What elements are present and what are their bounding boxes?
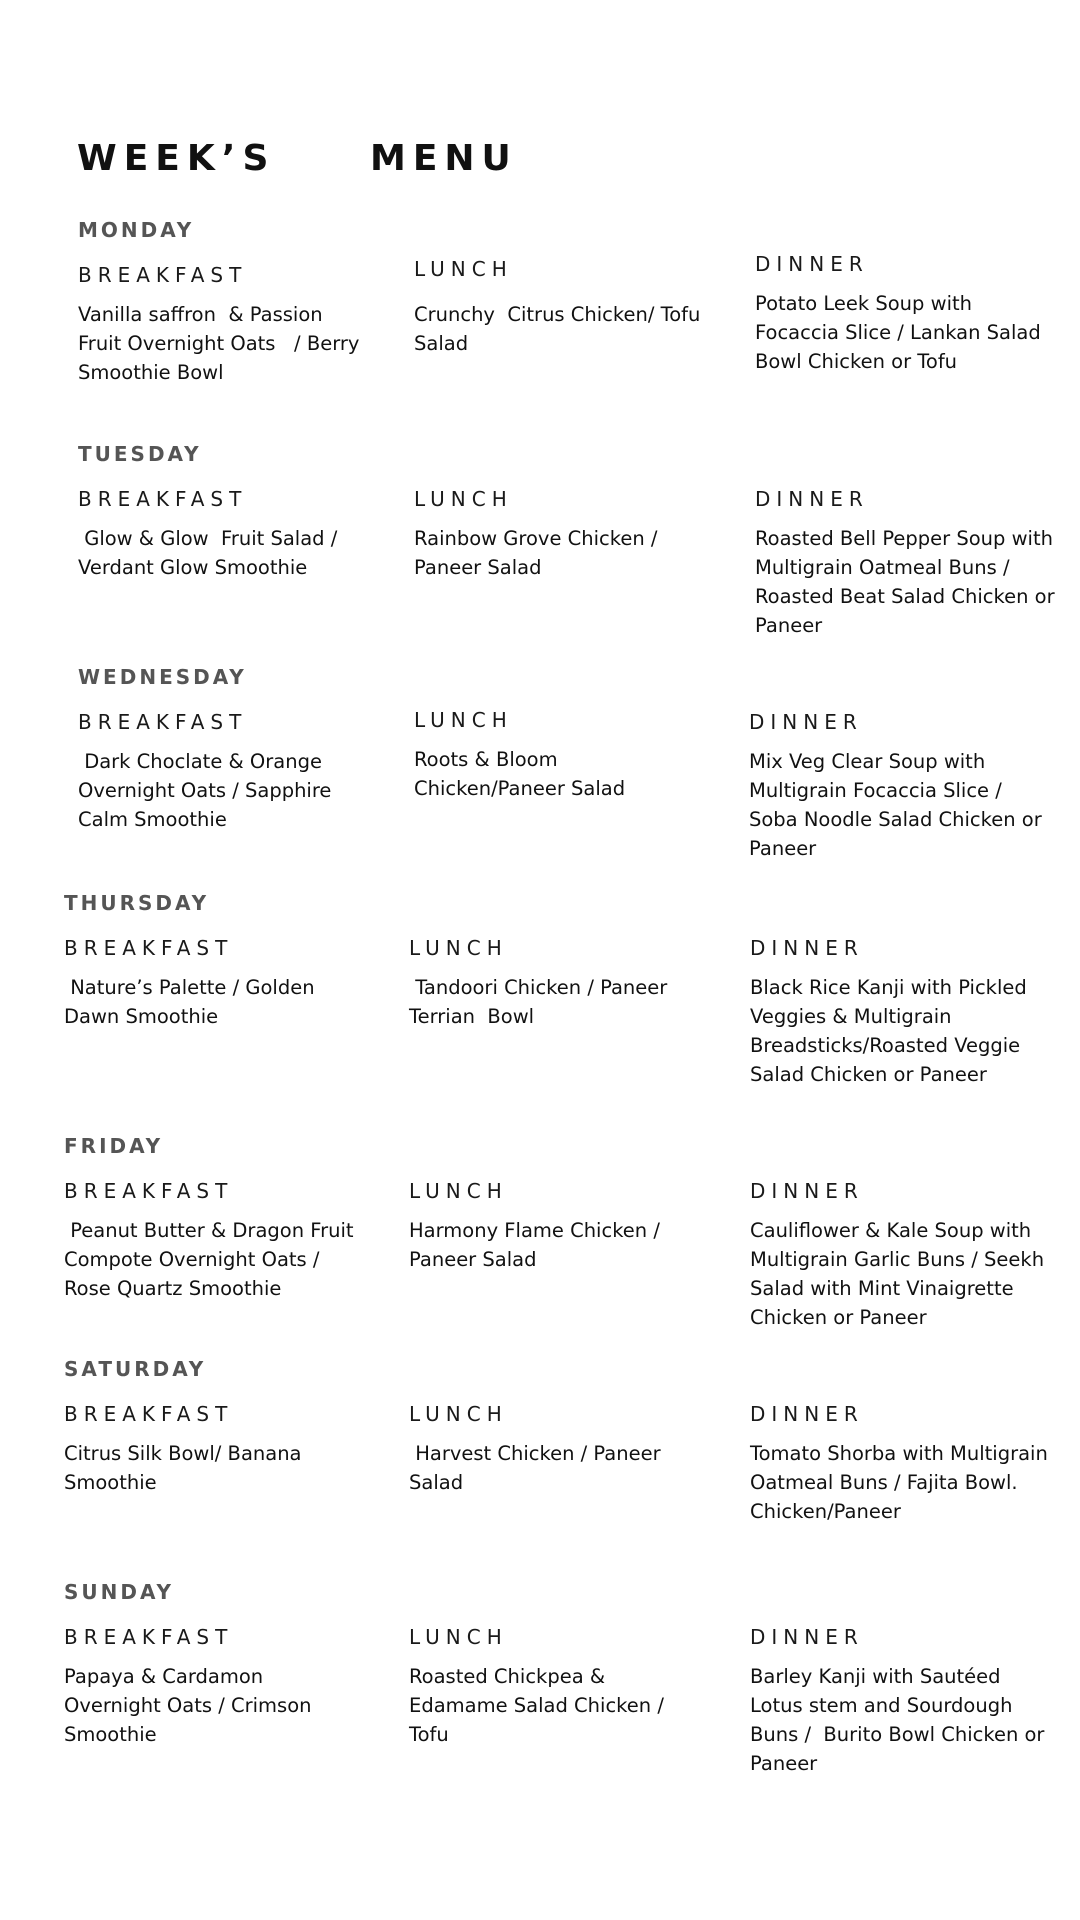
day-saturday — [64, 1357, 1064, 1557]
dinner-text: Black Rice Kanji with Pickled Veggies & Multigrain Breadsticks/Roasted Veggie Salad Chicken or Paneer — [750, 976, 1033, 1086]
lunch-block — [409, 935, 709, 1031]
day-name: SUNDAY — [64, 1580, 175, 1604]
lunch-block — [409, 1401, 709, 1497]
day-name: WEDNESDAY — [78, 665, 247, 689]
breakfast-block — [64, 1624, 364, 1749]
breakfast-label: BREAKFAST — [78, 487, 248, 511]
day-name: SATURDAY — [64, 1357, 207, 1381]
dinner-block — [755, 486, 1061, 640]
breakfast-text: Citrus Silk Bowl/ Banana Smoothie — [64, 1442, 308, 1494]
dinner-text: Tomato Shorba with Multigrain Oatmeal Buns / Fajita Bowl. Chicken/Paneer — [750, 1442, 1055, 1523]
breakfast-block — [78, 486, 370, 582]
dinner-text: Cauliflower & Kale Soup with Multigrain Garlic Buns / Seekh Salad with Mint Vinaigrette Chicken or Paneer — [750, 1219, 1051, 1329]
breakfast-label: BREAKFAST — [78, 263, 248, 287]
breakfast-text: Peanut Butter & Dragon Fruit Compote Overnight Oats / Rose Quartz Smoothie — [64, 1219, 360, 1300]
breakfast-label: BREAKFAST — [64, 1179, 234, 1203]
dinner-block — [755, 251, 1055, 376]
lunch-text: Roasted Chickpea & Edamame Salad Chicken / Tofu — [409, 1665, 671, 1746]
dinner-label: DINNER — [750, 936, 864, 960]
dinner-block — [750, 1401, 1056, 1526]
lunch-label: LUNCH — [409, 1625, 508, 1649]
dinner-label: DINNER — [749, 710, 863, 734]
dinner-label: DINNER — [750, 1402, 864, 1426]
lunch-label: LUNCH — [409, 1179, 508, 1203]
breakfast-text: Glow & Glow Fruit Salad / Verdant Glow Smoothie — [78, 527, 344, 579]
breakfast-label: BREAKFAST — [64, 1625, 234, 1649]
dinner-label: DINNER — [750, 1625, 864, 1649]
day-name: FRIDAY — [64, 1134, 164, 1158]
lunch-block — [409, 1178, 709, 1274]
breakfast-block — [64, 1178, 364, 1303]
breakfast-text: Papaya & Cardamon Overnight Oats / Crimson Smoothie — [64, 1665, 318, 1746]
day-tuesday — [78, 442, 1078, 642]
day-name: MONDAY — [78, 218, 195, 242]
day-name: TUESDAY — [78, 442, 202, 466]
breakfast-label: BREAKFAST — [64, 1402, 234, 1426]
dinner-block — [750, 935, 1056, 1089]
lunch-block — [414, 707, 712, 803]
menu-title: WEEK’S MENU — [77, 138, 518, 179]
breakfast-text: Vanilla saffron & Passion Fruit Overnight Oats / Berry Smoothie Bowl — [78, 303, 366, 384]
breakfast-block — [64, 935, 364, 1031]
breakfast-text: Nature’s Palette / Golden Dawn Smoothie — [64, 976, 321, 1028]
lunch-text: Crunchy Citrus Chicken/ Tofu Salad — [414, 303, 707, 355]
breakfast-block — [78, 709, 370, 834]
dinner-text: Barley Kanji with Sautéed Lotus stem and Sourdough Buns / Burito Bowl Chicken or Paneer — [750, 1665, 1051, 1775]
lunch-text: Roots & Bloom Chicken/Paneer Salad — [414, 748, 626, 800]
lunch-text: Tandoori Chicken / Paneer Terrian Bowl — [409, 976, 674, 1028]
day-thursday — [64, 891, 1064, 1091]
dinner-text: Mix Veg Clear Soup with Multigrain Focaccia Slice / Soba Noodle Salad Chicken or Paneer — [749, 750, 1048, 860]
breakfast-text: Dark Choclate & Orange Overnight Oats / Sapphire Calm Smoothie — [78, 750, 338, 831]
dinner-block — [750, 1624, 1050, 1778]
breakfast-block — [64, 1401, 364, 1497]
dinner-text: Potato Leek Soup with Focaccia Slice / Lankan Salad Bowl Chicken or Tofu — [755, 292, 1047, 373]
day-wednesday — [78, 665, 1078, 865]
day-friday — [64, 1134, 1064, 1334]
dinner-text: Roasted Bell Pepper Soup with Multigrain Oatmeal Buns / Roasted Beat Salad Chicken or Paneer — [755, 527, 1061, 637]
lunch-label: LUNCH — [414, 487, 513, 511]
dinner-block — [749, 709, 1055, 863]
lunch-label: LUNCH — [414, 708, 513, 732]
lunch-text: Harvest Chicken / Paneer Salad — [409, 1442, 667, 1494]
dinner-block — [750, 1178, 1060, 1332]
breakfast-block — [78, 262, 370, 387]
lunch-label: LUNCH — [409, 936, 508, 960]
breakfast-label: BREAKFAST — [78, 710, 248, 734]
dinner-label: DINNER — [755, 487, 869, 511]
lunch-block — [414, 486, 712, 582]
lunch-text: Harmony Flame Chicken / Paneer Salad — [409, 1219, 667, 1271]
breakfast-label: BREAKFAST — [64, 936, 234, 960]
dinner-label: DINNER — [755, 252, 869, 276]
lunch-block — [414, 256, 712, 358]
dinner-label: DINNER — [750, 1179, 864, 1203]
lunch-label: LUNCH — [409, 1402, 508, 1426]
lunch-label: LUNCH — [414, 257, 513, 281]
day-name: THURSDAY — [64, 891, 210, 915]
day-sunday — [64, 1580, 1064, 1780]
lunch-block — [409, 1624, 709, 1749]
day-monday — [78, 218, 1078, 418]
lunch-text: Rainbow Grove Chicken / Paneer Salad — [414, 527, 664, 579]
